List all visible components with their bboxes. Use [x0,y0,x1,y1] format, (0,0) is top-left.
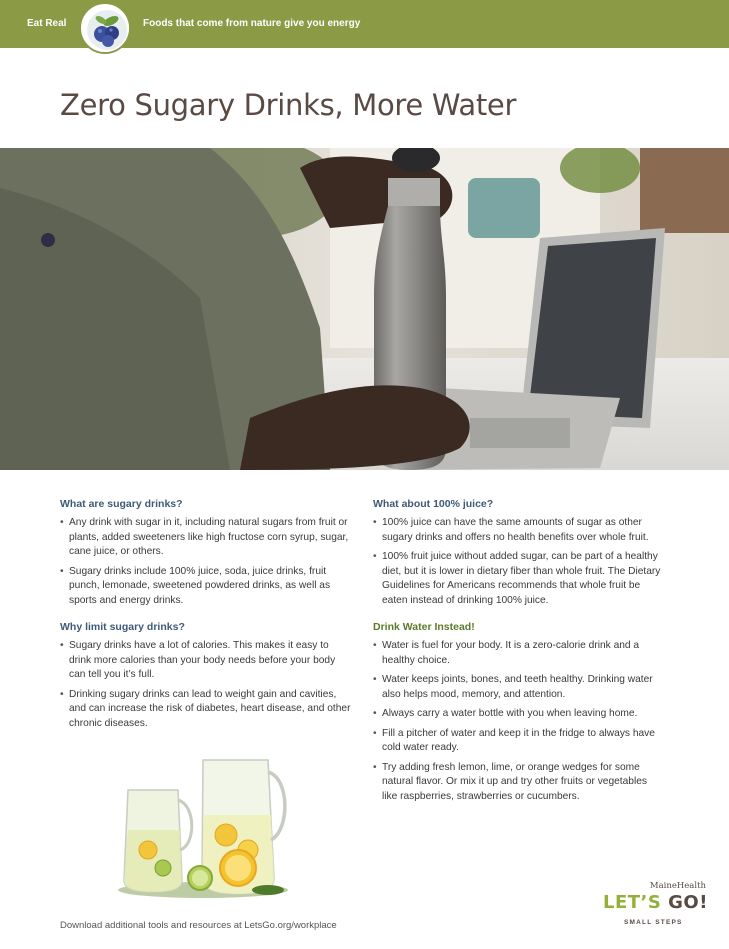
section-heading: Drink Water Instead! [373,621,475,633]
list-item: • Drinking sugary drinks can lead to weight gain and cavities, and can increase the risk of diabetes, heart disease, and other chronic diseases. [60,688,352,732]
hero-photo [0,148,729,470]
bullet-list [373,516,665,608]
list-item: • Always carry a water bottle with you when leaving home. [373,707,665,722]
section-heading: What are sugary drinks? [60,498,183,510]
logo-main-go: GO! [668,892,708,913]
section-heading: Why limit sugary drinks? [60,621,185,633]
bullet-list [373,639,665,804]
page-title: Zero Sugary Drinks, More Water [60,88,517,122]
list-item: • Sugary drinks have a lot of calories. This makes it easy to drink more calories than your body needs before your body can tell you it’s full. [60,639,352,683]
blueberry-icon [79,2,131,54]
list-item: • Water keeps joints, bones, and teeth healthy. Drinking water also helps mood, memory, and attention. [373,673,665,702]
bullet-list [60,516,352,608]
footer-resource-link[interactable]: Download additional tools and resources at LetsGo.org/workplace [60,920,337,931]
section-heading: What about 100% juice? [373,498,494,510]
list-item: • Fill a pitcher of water and keep it in the fridge to always have cold water ready. [373,727,665,756]
logo-subtitle: SMALL STEPS [624,919,683,926]
list-item: • 100% fruit juice without added sugar, can be part of a healthy diet, but it is lower in dietary fiber than whole fruit. The Dietary Guidelines for Americans recommends that whole fruit be eaten instead of drinking 100% juice. [373,550,665,608]
header-tagline: Foods that come from nature give you energy [143,18,361,29]
bullet-list [60,639,352,731]
lemon-water-pitchers-image [108,750,298,900]
logo-main-lets: LET’S [603,892,669,913]
lets-go-logo [598,878,710,934]
list-item: • 100% juice can have the same amounts of sugar as other sugary drinks and offers no health benefits over whole fruit. [373,516,665,545]
list-item: • Any drink with sugar in it, including natural sugars from fruit or plants, added sweeteners like high fructose corn syrup, sugar, cane juice, or others. [60,516,352,560]
list-item: • Sugary drinks include 100% juice, soda, juice drinks, fruit punch, lemonade, sweetened powdered drinks, as well as sports and energy drinks. [60,565,352,609]
logo-main-text [603,892,708,913]
right-column [373,498,665,809]
left-column [60,498,352,736]
logo-org-name: MaineHealth [649,881,706,891]
list-item: • Water is fuel for your body. It is a zero-calorie drink and a healthy choice. [373,639,665,668]
header-section-label: Eat Real [27,18,67,29]
list-item: • Try adding fresh lemon, lime, or orange wedges for some natural flavor. Or mix it up and try other fruits or vegetables like raspberries, strawberries or cucumbers. [373,761,665,805]
